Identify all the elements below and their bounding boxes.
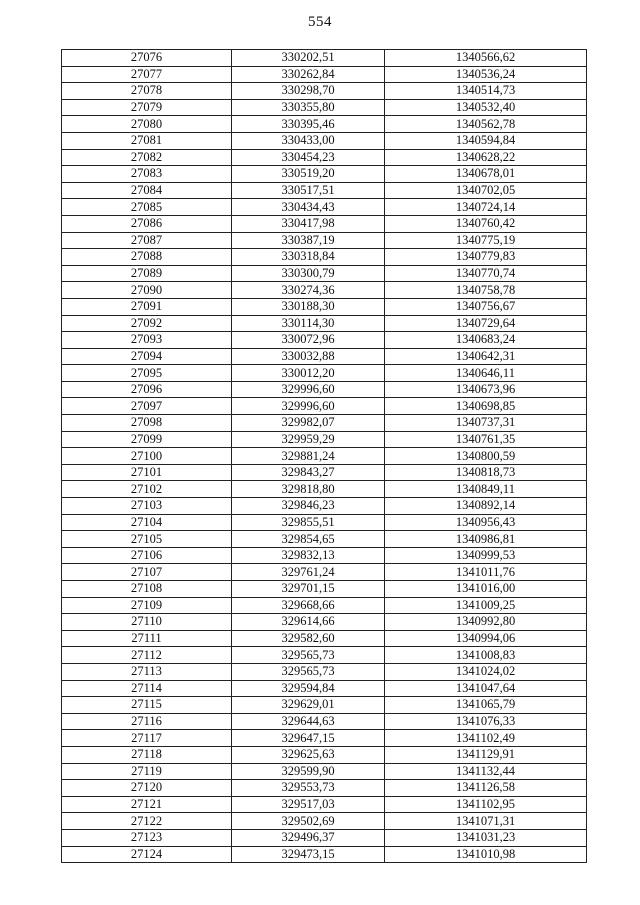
table-row (62, 398, 587, 415)
point-number-cell: 27120 (62, 780, 232, 797)
x-coordinate-cell: 330454,23 (232, 149, 385, 166)
point-number-cell: 27087 (62, 232, 232, 249)
y-coordinate-cell: 1341126,58 (385, 780, 587, 797)
table-row (62, 50, 587, 67)
y-coordinate-cell: 1341009,25 (385, 597, 587, 614)
point-number-cell: 27086 (62, 215, 232, 232)
point-number-cell: 27076 (62, 50, 232, 67)
table-row (62, 464, 587, 481)
y-coordinate-cell: 1340994,06 (385, 630, 587, 647)
table-row (62, 182, 587, 199)
y-coordinate-cell: 1340992,80 (385, 614, 587, 631)
y-coordinate-cell: 1340999,53 (385, 547, 587, 564)
table-row (62, 83, 587, 100)
point-number-cell: 27102 (62, 481, 232, 498)
y-coordinate-cell: 1341031,23 (385, 829, 587, 846)
table-row (62, 215, 587, 232)
point-number-cell: 27100 (62, 448, 232, 465)
y-coordinate-cell: 1340892,14 (385, 498, 587, 515)
point-number-cell: 27112 (62, 647, 232, 664)
table-row (62, 663, 587, 680)
point-number-cell: 27083 (62, 166, 232, 183)
table-row (62, 431, 587, 448)
x-coordinate-cell: 330355,80 (232, 99, 385, 116)
point-number-cell: 27082 (62, 149, 232, 166)
y-coordinate-cell: 1341102,49 (385, 730, 587, 747)
table-row (62, 415, 587, 432)
x-coordinate-cell: 329594,84 (232, 680, 385, 697)
y-coordinate-cell: 1341011,76 (385, 564, 587, 581)
table-row (62, 846, 587, 863)
table-row (62, 481, 587, 498)
point-number-cell: 27107 (62, 564, 232, 581)
y-coordinate-cell: 1340562,78 (385, 116, 587, 133)
y-coordinate-cell: 1340956,43 (385, 514, 587, 531)
table-row (62, 66, 587, 83)
y-coordinate-cell: 1340683,24 (385, 332, 587, 349)
y-coordinate-cell: 1340724,14 (385, 199, 587, 216)
y-coordinate-cell: 1341132,44 (385, 763, 587, 780)
x-coordinate-cell: 329502,69 (232, 813, 385, 830)
table-row (62, 149, 587, 166)
table-row (62, 282, 587, 299)
point-number-cell: 27099 (62, 431, 232, 448)
table-row (62, 713, 587, 730)
y-coordinate-cell: 1341024,02 (385, 663, 587, 680)
point-number-cell: 27080 (62, 116, 232, 133)
y-coordinate-cell: 1340678,01 (385, 166, 587, 183)
point-number-cell: 27119 (62, 763, 232, 780)
table-row (62, 232, 587, 249)
table-row (62, 348, 587, 365)
table-row (62, 829, 587, 846)
y-coordinate-cell: 1340779,83 (385, 249, 587, 266)
point-number-cell: 27117 (62, 730, 232, 747)
table-row (62, 265, 587, 282)
table-row (62, 132, 587, 149)
x-coordinate-cell: 330519,20 (232, 166, 385, 183)
y-coordinate-cell: 1341065,79 (385, 697, 587, 714)
x-coordinate-cell: 329982,07 (232, 415, 385, 432)
x-coordinate-cell: 330274,36 (232, 282, 385, 299)
y-coordinate-cell: 1340775,19 (385, 232, 587, 249)
x-coordinate-cell: 329818,80 (232, 481, 385, 498)
y-coordinate-cell: 1340800,59 (385, 448, 587, 465)
point-number-cell: 27104 (62, 514, 232, 531)
y-coordinate-cell: 1340536,24 (385, 66, 587, 83)
table-row (62, 780, 587, 797)
point-number-cell: 27111 (62, 630, 232, 647)
y-coordinate-cell: 1340566,62 (385, 50, 587, 67)
table-row (62, 730, 587, 747)
table-row (62, 581, 587, 598)
point-number-cell: 27090 (62, 282, 232, 299)
y-coordinate-cell: 1340628,22 (385, 149, 587, 166)
x-coordinate-cell: 330012,20 (232, 365, 385, 382)
y-coordinate-cell: 1341010,98 (385, 846, 587, 863)
x-coordinate-cell: 329473,15 (232, 846, 385, 863)
y-coordinate-cell: 1340818,73 (385, 464, 587, 481)
table-row (62, 597, 587, 614)
table-row (62, 498, 587, 515)
point-number-cell: 27113 (62, 663, 232, 680)
y-coordinate-cell: 1340758,78 (385, 282, 587, 299)
point-number-cell: 27103 (62, 498, 232, 515)
table-row (62, 697, 587, 714)
point-number-cell: 27110 (62, 614, 232, 631)
point-number-cell: 27105 (62, 531, 232, 548)
x-coordinate-cell: 329644,63 (232, 713, 385, 730)
point-number-cell: 27089 (62, 265, 232, 282)
y-coordinate-cell: 1340737,31 (385, 415, 587, 432)
x-coordinate-cell: 329701,15 (232, 581, 385, 598)
x-coordinate-cell: 329843,27 (232, 464, 385, 481)
x-coordinate-cell: 329855,51 (232, 514, 385, 531)
x-coordinate-cell: 330188,30 (232, 298, 385, 315)
y-coordinate-cell: 1340698,85 (385, 398, 587, 415)
table-row (62, 547, 587, 564)
point-number-cell: 27084 (62, 182, 232, 199)
x-coordinate-cell: 329668,66 (232, 597, 385, 614)
point-number-cell: 27106 (62, 547, 232, 564)
table-row (62, 564, 587, 581)
x-coordinate-cell: 330072,96 (232, 332, 385, 349)
table-row (62, 298, 587, 315)
table-row (62, 116, 587, 133)
point-number-cell: 27088 (62, 249, 232, 266)
table-row (62, 448, 587, 465)
point-number-cell: 27101 (62, 464, 232, 481)
point-number-cell: 27124 (62, 846, 232, 863)
point-number-cell: 27109 (62, 597, 232, 614)
table-row (62, 614, 587, 631)
point-number-cell: 27078 (62, 83, 232, 100)
point-number-cell: 27091 (62, 298, 232, 315)
table-row (62, 813, 587, 830)
x-coordinate-cell: 330395,46 (232, 116, 385, 133)
y-coordinate-cell: 1340514,73 (385, 83, 587, 100)
table-row (62, 746, 587, 763)
table-row (62, 763, 587, 780)
point-number-cell: 27122 (62, 813, 232, 830)
x-coordinate-cell: 329565,73 (232, 647, 385, 664)
table-row (62, 381, 587, 398)
x-coordinate-cell: 329614,66 (232, 614, 385, 631)
y-coordinate-cell: 1340702,05 (385, 182, 587, 199)
x-coordinate-cell: 330417,98 (232, 215, 385, 232)
table-row (62, 315, 587, 332)
point-number-cell: 27118 (62, 746, 232, 763)
y-coordinate-cell: 1341129,91 (385, 746, 587, 763)
point-number-cell: 27097 (62, 398, 232, 415)
x-coordinate-cell: 330318,84 (232, 249, 385, 266)
x-coordinate-cell: 330434,43 (232, 199, 385, 216)
point-number-cell: 27121 (62, 796, 232, 813)
x-coordinate-cell: 329832,13 (232, 547, 385, 564)
table-row (62, 514, 587, 531)
point-number-cell: 27081 (62, 132, 232, 149)
y-coordinate-cell: 1340761,35 (385, 431, 587, 448)
x-coordinate-cell: 330517,51 (232, 182, 385, 199)
point-number-cell: 27092 (62, 315, 232, 332)
table-row (62, 365, 587, 382)
point-number-cell: 27116 (62, 713, 232, 730)
x-coordinate-cell: 329647,15 (232, 730, 385, 747)
point-number-cell: 27108 (62, 581, 232, 598)
y-coordinate-cell: 1340646,11 (385, 365, 587, 382)
x-coordinate-cell: 330298,70 (232, 83, 385, 100)
page-number: 554 (308, 14, 332, 30)
x-coordinate-cell: 329996,60 (232, 398, 385, 415)
y-coordinate-cell: 1340642,31 (385, 348, 587, 365)
x-coordinate-cell: 329854,65 (232, 531, 385, 548)
x-coordinate-cell: 329625,63 (232, 746, 385, 763)
y-coordinate-cell: 1340849,11 (385, 481, 587, 498)
table-row (62, 166, 587, 183)
x-coordinate-cell: 329959,29 (232, 431, 385, 448)
y-coordinate-cell: 1340673,96 (385, 381, 587, 398)
y-coordinate-cell: 1340756,67 (385, 298, 587, 315)
y-coordinate-cell: 1341047,64 (385, 680, 587, 697)
table-row (62, 199, 587, 216)
point-number-cell: 27094 (62, 348, 232, 365)
x-coordinate-cell: 329881,24 (232, 448, 385, 465)
x-coordinate-cell: 330433,00 (232, 132, 385, 149)
y-coordinate-cell: 1340770,74 (385, 265, 587, 282)
point-number-cell: 27077 (62, 66, 232, 83)
x-coordinate-cell: 329496,37 (232, 829, 385, 846)
table-row (62, 332, 587, 349)
x-coordinate-cell: 329599,90 (232, 763, 385, 780)
table-row (62, 99, 587, 116)
x-coordinate-cell: 330032,88 (232, 348, 385, 365)
table-row (62, 630, 587, 647)
x-coordinate-cell: 330300,79 (232, 265, 385, 282)
point-number-cell: 27093 (62, 332, 232, 349)
point-number-cell: 27114 (62, 680, 232, 697)
y-coordinate-cell: 1341076,33 (385, 713, 587, 730)
x-coordinate-cell: 329553,73 (232, 780, 385, 797)
y-coordinate-cell: 1340729,64 (385, 315, 587, 332)
point-number-cell: 27095 (62, 365, 232, 382)
point-number-cell: 27115 (62, 697, 232, 714)
table-row (62, 249, 587, 266)
x-coordinate-cell: 330387,19 (232, 232, 385, 249)
x-coordinate-cell: 330262,84 (232, 66, 385, 83)
y-coordinate-cell: 1340594,84 (385, 132, 587, 149)
y-coordinate-cell: 1340532,40 (385, 99, 587, 116)
point-number-cell: 27079 (62, 99, 232, 116)
table-row (62, 796, 587, 813)
x-coordinate-cell: 329996,60 (232, 381, 385, 398)
x-coordinate-cell: 329761,24 (232, 564, 385, 581)
table-body (62, 50, 587, 863)
coordinates-table (61, 49, 587, 863)
x-coordinate-cell: 329629,01 (232, 697, 385, 714)
table-row (62, 680, 587, 697)
y-coordinate-cell: 1341102,95 (385, 796, 587, 813)
x-coordinate-cell: 329582,60 (232, 630, 385, 647)
y-coordinate-cell: 1341071,31 (385, 813, 587, 830)
x-coordinate-cell: 329846,23 (232, 498, 385, 515)
point-number-cell: 27123 (62, 829, 232, 846)
y-coordinate-cell: 1341016,00 (385, 581, 587, 598)
y-coordinate-cell: 1341008,83 (385, 647, 587, 664)
x-coordinate-cell: 329565,73 (232, 663, 385, 680)
table-row (62, 647, 587, 664)
x-coordinate-cell: 330202,51 (232, 50, 385, 67)
x-coordinate-cell: 329517,03 (232, 796, 385, 813)
point-number-cell: 27096 (62, 381, 232, 398)
y-coordinate-cell: 1340760,42 (385, 215, 587, 232)
table-row (62, 531, 587, 548)
point-number-cell: 27098 (62, 415, 232, 432)
x-coordinate-cell: 330114,30 (232, 315, 385, 332)
y-coordinate-cell: 1340986,81 (385, 531, 587, 548)
point-number-cell: 27085 (62, 199, 232, 216)
